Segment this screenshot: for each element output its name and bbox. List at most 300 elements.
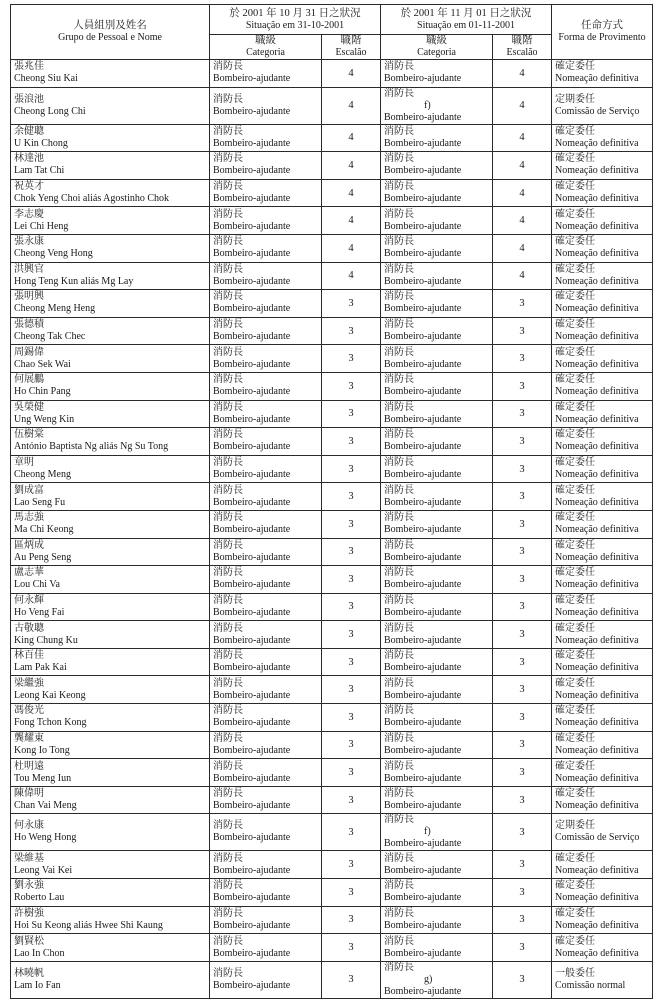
provision-cell-zh — [555, 705, 652, 717]
category-before-cell-pt: Bombeiro-ajudante — [213, 551, 291, 563]
person-name-cell-zh-text: 何展鵬 — [14, 374, 44, 386]
provision-cell-zh-text: 確定委任 — [555, 291, 595, 303]
provision-cell-zh-text: 確定委任 — [555, 429, 595, 441]
person-name-cell-pt: Lao Seng Fu — [14, 496, 66, 508]
person-name-cell — [11, 621, 210, 649]
category-before-cell-pt: Bombeiro-ajudante — [213, 275, 291, 287]
provision-cell — [552, 87, 653, 124]
category-after-cell-pt: Bombeiro-ajudante — [384, 275, 462, 287]
category-before-cell-zh-text: 消防長 — [213, 457, 243, 469]
category-after-cell-zh — [384, 429, 492, 441]
person-name-cell-pt: Ho Chin Pang — [14, 386, 71, 398]
category-before-cell-pt: Bombeiro-ajudante — [213, 744, 291, 756]
escalao-before-cell: 3 — [322, 851, 381, 879]
category-after-cell-zh-text: 消防長 — [384, 622, 414, 634]
escalao-before-cell: 3 — [322, 428, 381, 456]
escalao-before-cell: 3 — [322, 786, 381, 814]
category-before-cell-pt: Bombeiro-ajudante — [213, 947, 291, 959]
person-name-cell-zh — [14, 908, 209, 920]
category-after-cell-zh — [384, 485, 492, 497]
person-name-cell-zh — [14, 485, 209, 497]
category-before-cell-zh-text: 消防長 — [213, 705, 243, 717]
category-after-cell — [381, 879, 493, 907]
escalao-after-cell: 4 — [493, 124, 552, 152]
category-after-cell — [381, 510, 493, 538]
category-before-cell — [210, 786, 322, 814]
category-before-cell-pt: Bombeiro-ajudante — [213, 303, 291, 315]
table-row — [11, 455, 653, 483]
provision-cell-zh-text: 確定委任 — [555, 880, 595, 892]
provision-cell-zh — [555, 94, 652, 106]
person-name-cell — [11, 814, 210, 851]
category-before-cell-zh — [213, 94, 321, 106]
category-after-cell — [381, 676, 493, 704]
table-row — [11, 179, 653, 207]
before-status-zh: 於 2001 年 10 月 31 日之狀況 — [229, 7, 361, 19]
person-name-cell-pt: Chao Sek Wai — [14, 358, 71, 370]
category-before-cell-pt: Bombeiro-ajudante — [213, 73, 291, 85]
person-name-cell-zh-text: 林達池 — [14, 153, 44, 165]
person-name-cell-zh-text: 林曉帆 — [14, 967, 44, 979]
category-before-cell-zh-text: 消防長 — [213, 291, 243, 303]
category-after-cell — [381, 290, 493, 318]
table-row — [11, 262, 653, 290]
category-before-cell-pt: Bombeiro-ajudante — [213, 105, 291, 117]
escalao-after-cell: 3 — [493, 759, 552, 787]
provision-cell-pt: Nomeação definitiva — [555, 248, 639, 260]
category-after-cell-zh — [384, 623, 492, 635]
person-name-cell — [11, 179, 210, 207]
table-row — [11, 906, 653, 934]
category-before-cell-zh-text: 消防長 — [213, 622, 243, 634]
category-before-cell-zh-text: 消防長 — [213, 567, 243, 579]
provision-cell — [552, 179, 653, 207]
category-before-cell-pt: Bombeiro-ajudante — [213, 772, 291, 784]
person-name-cell-zh-text: 陳偉明 — [14, 788, 44, 800]
category-before-cell-zh-text: 消防長 — [213, 677, 243, 689]
footnote-marker: g) — [424, 973, 433, 985]
escalao-header-zh: 職階 — [511, 35, 533, 46]
person-name-cell-zh — [14, 540, 209, 552]
provision-cell-pt: Nomeação definitiva — [555, 386, 639, 398]
category-after-cell — [381, 786, 493, 814]
person-name-cell-zh — [14, 820, 209, 832]
table-row — [11, 510, 653, 538]
provision-cell-zh-text: 確定委任 — [555, 705, 595, 717]
provision-cell-pt: Nomeação definitiva — [555, 744, 639, 756]
category-after-cell-pt: Bombeiro-ajudante — [384, 137, 462, 149]
before-status-pt: Situação em 31-10-2001 — [245, 19, 345, 31]
provision-cell-pt: Nomeação definitiva — [555, 303, 639, 315]
category-after-cell-zh-text: 消防長 — [384, 935, 414, 947]
category-after-cell-zh-text: 消防長 — [384, 153, 414, 165]
escalao-after-cell: 3 — [493, 538, 552, 566]
person-name-cell-zh — [14, 733, 209, 745]
category-header-zh: 職級 — [255, 35, 276, 46]
person-name-cell-zh-text: 區炳成 — [14, 539, 44, 551]
provision-cell-pt: Nomeação definitiva — [555, 892, 639, 904]
person-name-cell-pt: Cheong Siu Kai — [14, 73, 78, 85]
provision-cell — [552, 786, 653, 814]
provision-cell-pt: Nomeação definitiva — [555, 193, 639, 205]
person-name-cell-zh-text: 古敬聰 — [14, 622, 44, 634]
category-header-pt: Categoria — [417, 47, 456, 58]
provision-cell — [552, 124, 653, 152]
category-after-cell — [381, 234, 493, 262]
category-after-cell-pt: Bombeiro-ajudante — [384, 606, 462, 618]
category-after-cell-zh — [384, 650, 492, 662]
provision-cell-zh-text: 確定委任 — [555, 125, 595, 137]
category-before-cell — [210, 648, 322, 676]
category-before-cell-zh — [213, 236, 321, 248]
category-before-cell-pt: Bombeiro-ajudante — [213, 634, 291, 646]
category-after-cell-pt: Bombeiro-ajudante — [384, 800, 462, 812]
category-before-cell-zh-text: 消防長 — [213, 319, 243, 331]
category-after-cell-zh-text: 消防長 — [384, 401, 414, 413]
category-before-cell — [210, 538, 322, 566]
provision-cell-zh — [555, 880, 652, 892]
provision-cell-pt: Comissão de Serviço — [555, 832, 640, 844]
category-before-cell — [210, 60, 322, 88]
category-before-cell-zh — [213, 540, 321, 552]
table-row — [11, 428, 653, 456]
category-before-cell-zh-text: 消防長 — [213, 401, 243, 413]
provision-cell-zh — [555, 209, 652, 221]
category-after-cell — [381, 345, 493, 373]
category-before-cell-zh-text: 消防長 — [213, 93, 243, 105]
person-name-cell — [11, 60, 210, 88]
category-before-cell-zh-text: 消防長 — [213, 346, 243, 358]
provision-cell — [552, 704, 653, 732]
provision-cell — [552, 207, 653, 235]
person-name-cell-zh-text: 馬志強 — [14, 512, 44, 524]
person-name-cell-zh — [14, 126, 209, 138]
category-before-cell-zh — [213, 853, 321, 865]
provision-cell-zh-text: 確定委任 — [555, 263, 595, 275]
provision-cell — [552, 566, 653, 594]
table-row — [11, 317, 653, 345]
escalao-after-cell: 3 — [493, 786, 552, 814]
category-before-cell-zh-text: 消防長 — [213, 61, 243, 73]
category-after-cell-zh — [384, 788, 492, 800]
person-name-cell-zh — [14, 236, 209, 248]
escalao-before-cell: 3 — [322, 648, 381, 676]
person-name-cell-zh-text: 章明 — [14, 457, 34, 469]
provision-cell-pt: Nomeação definitiva — [555, 717, 639, 729]
category-after-cell-zh — [384, 374, 492, 386]
provision-cell-pt: Nomeação definitiva — [555, 137, 639, 149]
category-after-cell — [381, 759, 493, 787]
person-name-cell-zh-text: 劉賢松 — [14, 935, 44, 947]
name-header-pt: Grupo de Pessoal e Nome — [58, 32, 162, 43]
escalao-after-cell: 3 — [493, 814, 552, 851]
category-before-cell-zh — [213, 936, 321, 948]
category-before-cell — [210, 961, 322, 998]
person-name-cell — [11, 934, 210, 962]
provision-cell-pt: Nomeação definitiva — [555, 275, 639, 287]
provision-cell — [552, 234, 653, 262]
table-row — [11, 731, 653, 759]
category-after-cell-zh-text: 消防長 — [384, 732, 414, 744]
table-row — [11, 676, 653, 704]
category-before-cell-zh — [213, 153, 321, 165]
category-after-cell — [381, 704, 493, 732]
category-before-cell-zh — [213, 209, 321, 221]
category-after-cell-zh-text: 消防長 — [384, 236, 414, 248]
provision-cell-zh — [555, 319, 652, 331]
provision-cell — [552, 814, 653, 851]
person-name-cell-pt: Hoi Su Keong aliás Hwee Shi Kaung — [14, 919, 163, 931]
table-row — [11, 400, 653, 428]
category-before-cell — [210, 400, 322, 428]
person-name-cell-zh-text: 張德積 — [14, 319, 44, 331]
escalao-after-cell: 3 — [493, 290, 552, 318]
category-after-cell-zh-text: 消防長 — [384, 125, 414, 137]
category-after-cell-zh-text: 消防長 — [384, 263, 414, 275]
category-before-cell-zh — [213, 181, 321, 193]
provision-cell-pt: Nomeação definitiva — [555, 919, 639, 931]
escalao-after-cell: 4 — [493, 152, 552, 180]
escalao-after-cell: 3 — [493, 345, 552, 373]
escalao-before-cell: 3 — [322, 621, 381, 649]
provision-cell — [552, 152, 653, 180]
category-after-cell-pt: Bombeiro-ajudante — [384, 303, 462, 315]
provision-cell-pt: Nomeação definitiva — [555, 772, 639, 784]
provision-cell-zh-text: 確定委任 — [555, 539, 595, 551]
after-status-zh: 於 2001 年 11 月 01 日之狀況 — [400, 7, 532, 19]
category-after-cell — [381, 60, 493, 88]
person-name-cell-zh-text: 李志慶 — [14, 208, 44, 220]
escalao-after-cell: 3 — [493, 455, 552, 483]
escalao-after-cell: 3 — [493, 879, 552, 907]
category-after-cell-pt: Bombeiro-ajudante — [384, 524, 462, 536]
provision-cell — [552, 731, 653, 759]
provision-cell-pt: Comissão normal — [555, 979, 626, 991]
category-after-cell-pt: Bombeiro-ajudante — [384, 358, 462, 370]
escalao-after-cell: 4 — [493, 207, 552, 235]
table-row — [11, 87, 653, 124]
category-before-cell — [210, 906, 322, 934]
table-row — [11, 934, 653, 962]
provision-cell-zh-text: 確定委任 — [555, 650, 595, 662]
person-name-cell-pt: Hong Teng Kun aliás Mg Lay — [14, 275, 134, 287]
table-row — [11, 290, 653, 318]
person-name-cell-zh-text: 伍樹棠 — [14, 429, 44, 441]
provision-cell-zh-text: 確定委任 — [555, 484, 595, 496]
category-before-cell-pt: Bombeiro-ajudante — [213, 689, 291, 701]
provision-cell-zh — [555, 429, 652, 441]
escalao-before-cell: 3 — [322, 814, 381, 851]
category-before-cell-pt: Bombeiro-ajudante — [213, 386, 291, 398]
category-before-cell-pt: Bombeiro-ajudante — [213, 413, 291, 425]
category-after-cell-zh — [384, 761, 492, 773]
table-row — [11, 704, 653, 732]
escalao-before-cell: 3 — [322, 704, 381, 732]
escalao-before-cell: 3 — [322, 483, 381, 511]
category-before-cell-zh-text: 消防長 — [213, 374, 243, 386]
category-after-cell — [381, 400, 493, 428]
provision-cell — [552, 510, 653, 538]
category-before-cell — [210, 152, 322, 180]
category-after-cell-pt: Bombeiro-ajudante — [384, 441, 462, 453]
category-after-cell-pt: Bombeiro-ajudante — [384, 838, 462, 850]
category-before-cell — [210, 372, 322, 400]
provision-cell — [552, 851, 653, 879]
category-before-cell — [210, 345, 322, 373]
person-name-cell-zh — [14, 678, 209, 690]
escalao-before-cell: 3 — [322, 879, 381, 907]
category-before-cell-zh — [213, 457, 321, 469]
person-name-cell-pt: Cheong Meng — [14, 469, 71, 481]
table-row — [11, 60, 653, 88]
person-name-cell — [11, 759, 210, 787]
escalao-before-cell: 3 — [322, 372, 381, 400]
person-name-cell — [11, 372, 210, 400]
provision-cell-pt: Nomeação definitiva — [555, 165, 639, 177]
category-after-cell-zh — [384, 347, 492, 359]
category-after-cell-pt: Bombeiro-ajudante — [384, 985, 462, 997]
person-name-cell — [11, 510, 210, 538]
category-before-cell-zh-text: 消防長 — [213, 153, 243, 165]
category-before-cell-pt: Bombeiro-ajudante — [213, 469, 291, 481]
provision-cell-pt: Nomeação definitiva — [555, 469, 639, 481]
category-after-cell-pt: Bombeiro-ajudante — [384, 919, 462, 931]
provision-cell-zh — [555, 485, 652, 497]
provision-cell-pt: Nomeação definitiva — [555, 524, 639, 536]
category-after-cell — [381, 814, 493, 851]
category-after-cell-pt: Bombeiro-ajudante — [384, 551, 462, 563]
person-name-cell — [11, 483, 210, 511]
category-after-cell-pt: Bombeiro-ajudante — [384, 772, 462, 784]
person-name-cell-zh-text: 林百佳 — [14, 650, 44, 662]
person-name-cell-pt: Lou Chi Va — [14, 579, 60, 591]
escalao-after-cell: 3 — [493, 566, 552, 594]
category-after-cell-zh — [384, 181, 492, 193]
category-before-cell-pt: Bombeiro-ajudante — [213, 662, 291, 674]
escalao-before-cell: 4 — [322, 87, 381, 124]
category-after-cell-zh — [384, 540, 492, 552]
person-name-cell-zh — [14, 402, 209, 414]
provision-cell — [552, 262, 653, 290]
category-after-cell-zh-text: 消防長 — [384, 291, 414, 303]
escalao-before-cell: 4 — [322, 152, 381, 180]
escalao-header-pt: Escalão — [506, 47, 538, 58]
category-after-cell — [381, 87, 493, 124]
category-before-cell-zh-text: 消防長 — [213, 907, 243, 919]
provision-cell-zh — [555, 402, 652, 414]
person-name-cell — [11, 428, 210, 456]
person-name-cell-zh — [14, 94, 209, 106]
provision-cell-zh-text: 確定委任 — [555, 208, 595, 220]
provision-cell — [552, 345, 653, 373]
provision-header — [552, 5, 653, 60]
provision-cell-zh — [555, 623, 652, 635]
escalao-after-cell: 3 — [493, 483, 552, 511]
provision-cell-zh-text: 確定委任 — [555, 374, 595, 386]
escalao-before-cell: 3 — [322, 510, 381, 538]
category-after-cell-zh — [384, 88, 492, 112]
person-name-cell-pt: Fong Tchon Kong — [14, 717, 87, 729]
table-row — [11, 786, 653, 814]
escalao-before-cell: 3 — [322, 538, 381, 566]
person-name-cell-zh — [14, 457, 209, 469]
provision-cell-pt: Nomeação definitiva — [555, 800, 639, 812]
category-before-cell-pt: Bombeiro-ajudante — [213, 137, 291, 149]
person-name-cell-pt: Ho Veng Fai — [14, 606, 65, 618]
category-after-cell-zh-text: 消防長 — [384, 677, 414, 689]
category-before-cell-zh — [213, 788, 321, 800]
category-after-cell-zh-text: 消防長 — [384, 539, 414, 551]
escalao-after-cell: 3 — [493, 731, 552, 759]
category-before-cell-zh — [213, 733, 321, 745]
provision-cell-pt: Nomeação definitiva — [555, 73, 639, 85]
before-status-header — [210, 5, 381, 35]
category-after-cell-pt: Bombeiro-ajudante — [384, 744, 462, 756]
provision-cell-zh — [555, 761, 652, 773]
provision-cell-zh-text: 確定委任 — [555, 594, 595, 606]
provision-cell-zh — [555, 595, 652, 607]
provision-cell-zh — [555, 153, 652, 165]
category-before-cell — [210, 87, 322, 124]
provision-cell-zh-text: 確定委任 — [555, 677, 595, 689]
category-after-cell-pt: Bombeiro-ajudante — [384, 496, 462, 508]
provision-cell-zh — [555, 908, 652, 920]
category-before-cell-zh — [213, 678, 321, 690]
escalao-after-cell: 3 — [493, 317, 552, 345]
provision-cell-pt: Nomeação definitiva — [555, 331, 639, 343]
category-before-cell — [210, 455, 322, 483]
table-row — [11, 851, 653, 879]
escalao-after-cell: 3 — [493, 428, 552, 456]
category-before-cell-zh — [213, 347, 321, 359]
category-before-cell — [210, 428, 322, 456]
escalao-before-cell: 3 — [322, 345, 381, 373]
person-name-cell-zh — [14, 61, 209, 73]
provision-cell — [552, 372, 653, 400]
escalao-header-pt: Escalão — [335, 47, 367, 58]
provision-cell-zh — [555, 650, 652, 662]
provision-cell-zh-text: 確定委任 — [555, 236, 595, 248]
category-after-cell — [381, 851, 493, 879]
person-name-cell-zh-text: 龔耀東 — [14, 732, 44, 744]
escalao-header-after — [493, 35, 552, 60]
escalao-after-cell: 3 — [493, 906, 552, 934]
provision-cell — [552, 961, 653, 998]
person-name-cell-zh — [14, 291, 209, 303]
table-row — [11, 372, 653, 400]
person-name-cell — [11, 345, 210, 373]
escalao-before-cell: 4 — [322, 262, 381, 290]
category-after-cell-pt: Bombeiro-ajudante — [384, 165, 462, 177]
escalao-before-cell: 3 — [322, 317, 381, 345]
provision-cell-zh — [555, 126, 652, 138]
category-before-cell-zh — [213, 595, 321, 607]
person-name-cell-zh — [14, 374, 209, 386]
category-after-cell — [381, 372, 493, 400]
escalao-before-cell: 3 — [322, 290, 381, 318]
person-name-cell-zh — [14, 788, 209, 800]
category-before-cell-zh — [213, 567, 321, 579]
provision-cell — [552, 879, 653, 907]
person-name-cell-zh-text: 盧志華 — [14, 567, 44, 579]
provision-cell-zh-text: 定期委任 — [555, 93, 595, 105]
category-before-cell-zh — [213, 761, 321, 773]
provision-cell — [552, 934, 653, 962]
provision-cell-pt: Nomeação definitiva — [555, 662, 639, 674]
escalao-after-cell: 4 — [493, 179, 552, 207]
person-name-cell-pt: Lam Pak Kai — [14, 662, 67, 674]
person-name-cell-zh — [14, 623, 209, 635]
